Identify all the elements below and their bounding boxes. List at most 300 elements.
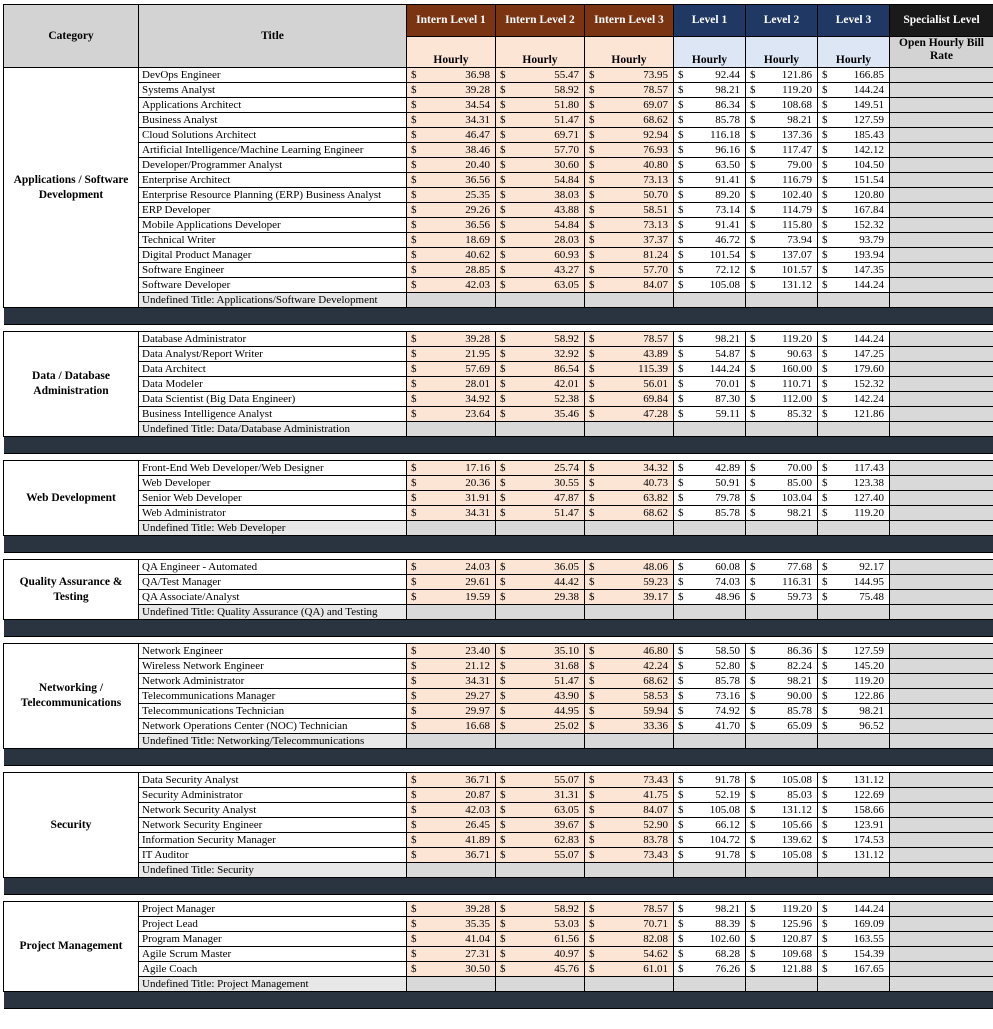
table-row [4, 113, 993, 128]
currency-symbol: $ [822, 773, 828, 787]
rate-cell [496, 98, 585, 113]
table-row [4, 773, 993, 788]
empty-rate-cell [818, 521, 890, 536]
rate-cell [746, 68, 818, 83]
currency-symbol: $ [411, 719, 417, 733]
rate-cell [674, 263, 746, 278]
currency-symbol: $ [589, 803, 595, 817]
currency-symbol: $ [822, 347, 828, 361]
rate-value: 89.20 [715, 188, 740, 202]
specialist-rate-cell [890, 659, 993, 674]
title-cell: QA Engineer - Automated [139, 560, 407, 575]
currency-symbol: $ [750, 188, 756, 202]
rate-cell [585, 788, 674, 803]
currency-symbol: $ [411, 188, 417, 202]
category-cell: Applications / Software Development [4, 68, 139, 308]
rate-value: 59.23 [643, 575, 668, 589]
table-row [4, 392, 993, 407]
rate-cell [496, 218, 585, 233]
rate-value: 39.17 [643, 590, 668, 604]
section-separator-cell [4, 749, 993, 766]
specialist-rate-cell [890, 506, 993, 521]
currency-symbol: $ [750, 719, 756, 733]
rate-value: 74.92 [715, 704, 740, 718]
rate-value: 81.24 [643, 248, 668, 262]
currency-symbol: $ [589, 719, 595, 733]
category-cell: Networking / Telecommunications [4, 644, 139, 749]
rate-cell [746, 203, 818, 218]
currency-symbol: $ [678, 788, 684, 802]
rate-value: 43.88 [554, 203, 579, 217]
rate-cell [585, 263, 674, 278]
currency-symbol: $ [411, 788, 417, 802]
currency-symbol: $ [678, 347, 684, 361]
rate-value: 147.25 [854, 347, 884, 361]
currency-symbol: $ [500, 128, 506, 142]
rate-value: 123.91 [854, 818, 884, 832]
table-row [4, 818, 993, 833]
rate-value: 154.39 [854, 947, 884, 961]
rate-value: 98.21 [787, 113, 812, 127]
specialist-rate-cell [890, 476, 993, 491]
table-row [4, 83, 993, 98]
currency-symbol: $ [500, 263, 506, 277]
rate-cell [818, 218, 890, 233]
rate-cell [674, 818, 746, 833]
specialist-rate-cell [890, 947, 993, 962]
currency-symbol: $ [500, 848, 506, 862]
rate-value: 57.69 [465, 362, 490, 376]
rate-cell [407, 491, 496, 506]
rate-cell [585, 233, 674, 248]
currency-symbol: $ [750, 392, 756, 406]
undefined-title-cell: Undefined Title: Applications/Software Development [139, 293, 407, 308]
rate-value: 53.03 [554, 917, 579, 931]
rate-value: 52.80 [715, 659, 740, 673]
rate-value: 73.13 [643, 218, 668, 232]
rate-cell [674, 476, 746, 491]
rate-cell [674, 218, 746, 233]
rate-value: 119.20 [782, 332, 812, 346]
rate-value: 29.38 [554, 590, 579, 604]
rate-value: 39.28 [465, 902, 490, 916]
rate-value: 72.12 [715, 263, 740, 277]
rate-value: 92.17 [859, 560, 884, 574]
rate-value: 116.18 [710, 128, 740, 142]
currency-symbol: $ [822, 332, 828, 346]
specialist-rate-cell [890, 932, 993, 947]
section-gap-cell [4, 895, 993, 902]
currency-symbol: $ [750, 377, 756, 391]
rate-cell [746, 392, 818, 407]
undefined-title-row [4, 422, 993, 437]
rate-cell [496, 188, 585, 203]
specialist-rate-cell [890, 644, 993, 659]
empty-rate-cell [746, 734, 818, 749]
rate-value: 59.94 [643, 704, 668, 718]
rate-value: 69.71 [554, 128, 579, 142]
table-row [4, 362, 993, 377]
rate-value: 127.59 [854, 644, 884, 658]
rate-value: 48.06 [643, 560, 668, 574]
currency-symbol: $ [750, 143, 756, 157]
rate-cell [818, 233, 890, 248]
rate-value: 86.54 [554, 362, 579, 376]
currency-symbol: $ [500, 332, 506, 346]
rate-value: 119.20 [854, 506, 884, 520]
rate-value: 37.37 [643, 233, 668, 247]
currency-symbol: $ [822, 902, 828, 916]
table-row [4, 347, 993, 362]
level-3-header: Level 3 [818, 5, 890, 37]
rate-value: 82.24 [787, 659, 812, 673]
currency-symbol: $ [500, 506, 506, 520]
rate-cell [674, 902, 746, 917]
rate-cell [496, 833, 585, 848]
rate-value: 167.65 [854, 962, 884, 976]
rate-cell [746, 83, 818, 98]
specialist-rate-cell [890, 362, 993, 377]
rate-cell [818, 506, 890, 521]
currency-symbol: $ [822, 575, 828, 589]
rate-cell [407, 98, 496, 113]
section-separator-cell [4, 437, 993, 454]
currency-symbol: $ [411, 407, 417, 421]
currency-symbol: $ [678, 917, 684, 931]
rate-cell [407, 674, 496, 689]
rate-value: 35.35 [465, 917, 490, 931]
currency-symbol: $ [411, 83, 417, 97]
specialist-rate-cell [890, 347, 993, 362]
rate-value: 31.31 [554, 788, 579, 802]
specialist-rate-cell [890, 248, 993, 263]
currency-symbol: $ [411, 278, 417, 292]
title-cell: Project Manager [139, 902, 407, 917]
title-cell: Enterprise Resource Planning (ERP) Business Analyst [139, 188, 407, 203]
rate-cell [407, 332, 496, 347]
currency-symbol: $ [589, 506, 595, 520]
rate-value: 23.64 [465, 407, 490, 421]
currency-symbol: $ [750, 476, 756, 490]
specialist-rate-cell [890, 158, 993, 173]
rate-cell [818, 347, 890, 362]
currency-symbol: $ [500, 233, 506, 247]
currency-symbol: $ [589, 674, 595, 688]
rate-value: 96.52 [859, 719, 884, 733]
currency-symbol: $ [411, 848, 417, 862]
currency-symbol: $ [589, 332, 595, 346]
currency-symbol: $ [750, 773, 756, 787]
empty-rate-cell [496, 293, 585, 308]
currency-symbol: $ [411, 143, 417, 157]
section-separator [4, 992, 993, 1009]
rate-cell [407, 377, 496, 392]
rate-value: 23.40 [465, 644, 490, 658]
section-gap [4, 895, 993, 902]
currency-symbol: $ [750, 659, 756, 673]
currency-symbol: $ [678, 575, 684, 589]
rate-value: 179.60 [854, 362, 884, 376]
specialist-rate-cell [890, 278, 993, 293]
rate-cell [496, 347, 585, 362]
rate-value: 39.67 [554, 818, 579, 832]
rate-value: 121.86 [782, 68, 812, 82]
rate-value: 41.70 [715, 719, 740, 733]
currency-symbol: $ [750, 203, 756, 217]
currency-symbol: $ [411, 98, 417, 112]
rate-value: 116.79 [782, 173, 812, 187]
rate-cell [818, 407, 890, 422]
hourly-subheader: Hourly [746, 36, 818, 68]
rate-value: 31.91 [465, 491, 490, 505]
table-row [4, 407, 993, 422]
rate-cell [674, 575, 746, 590]
rate-cell [746, 278, 818, 293]
currency-symbol: $ [411, 377, 417, 391]
rate-cell [585, 461, 674, 476]
rate-cell [585, 128, 674, 143]
currency-symbol: $ [750, 575, 756, 589]
empty-rate-cell [585, 977, 674, 992]
rate-cell [496, 263, 585, 278]
hourly-subheader: Hourly [818, 36, 890, 68]
currency-symbol: $ [411, 491, 417, 505]
currency-symbol: $ [589, 491, 595, 505]
rate-value: 193.94 [854, 248, 884, 262]
rate-value: 108.68 [782, 98, 812, 112]
section-gap-cell [4, 454, 993, 461]
table-row [4, 932, 993, 947]
empty-rate-cell [407, 605, 496, 620]
empty-rate-cell [746, 521, 818, 536]
hourly-subheader: Hourly [585, 36, 674, 68]
rate-cell [585, 218, 674, 233]
specialist-rate-cell [890, 113, 993, 128]
rate-value: 85.78 [715, 674, 740, 688]
rate-cell [818, 947, 890, 962]
rate-value: 73.16 [715, 689, 740, 703]
rate-value: 63.82 [643, 491, 668, 505]
rate-cell [818, 332, 890, 347]
rate-cell [407, 158, 496, 173]
currency-symbol: $ [500, 719, 506, 733]
undefined-title-row [4, 863, 993, 878]
table-row [4, 203, 993, 218]
rate-cell [674, 704, 746, 719]
rate-value: 30.55 [554, 476, 579, 490]
rate-cell [746, 719, 818, 734]
rate-value: 92.94 [643, 128, 668, 142]
rate-cell [674, 278, 746, 293]
rate-value: 105.08 [782, 773, 812, 787]
hourly-subheader: Hourly [496, 36, 585, 68]
currency-symbol: $ [411, 506, 417, 520]
currency-symbol: $ [500, 947, 506, 961]
currency-symbol: $ [411, 248, 417, 262]
rate-cell [746, 173, 818, 188]
rate-value: 79.78 [715, 491, 740, 505]
rate-value: 149.51 [854, 98, 884, 112]
title-cell: Software Developer [139, 278, 407, 293]
rate-value: 29.97 [465, 704, 490, 718]
currency-symbol: $ [678, 704, 684, 718]
rate-value: 40.73 [643, 476, 668, 490]
currency-symbol: $ [822, 143, 828, 157]
rate-cell [407, 773, 496, 788]
rate-value: 144.24 [854, 332, 884, 346]
title-cell: Data Analyst/Report Writer [139, 347, 407, 362]
category-cell: Web Development [4, 461, 139, 536]
rate-cell [818, 98, 890, 113]
rate-cell [746, 347, 818, 362]
specialist-rate-cell [890, 704, 993, 719]
undefined-title-row [4, 977, 993, 992]
currency-symbol: $ [411, 128, 417, 142]
rate-cell [496, 917, 585, 932]
currency-symbol: $ [411, 347, 417, 361]
rate-cell [746, 833, 818, 848]
rate-value: 34.31 [465, 674, 490, 688]
rate-cell [585, 590, 674, 605]
currency-symbol: $ [411, 218, 417, 232]
currency-symbol: $ [500, 98, 506, 112]
rate-cell [746, 560, 818, 575]
table-row [4, 476, 993, 491]
rate-value: 41.04 [465, 932, 490, 946]
currency-symbol: $ [750, 917, 756, 931]
section-gap-cell [4, 553, 993, 560]
rate-cell [496, 659, 585, 674]
title-cell: Business Intelligence Analyst [139, 407, 407, 422]
table-row [4, 188, 993, 203]
rate-value: 98.21 [715, 83, 740, 97]
rate-cell [407, 788, 496, 803]
table-row [4, 143, 993, 158]
section-gap-cell [4, 325, 993, 332]
rate-value: 52.38 [554, 392, 579, 406]
currency-symbol: $ [750, 788, 756, 802]
empty-rate-cell [674, 521, 746, 536]
rate-cell [746, 113, 818, 128]
currency-symbol: $ [822, 506, 828, 520]
table-row [4, 590, 993, 605]
rate-cell [407, 203, 496, 218]
rate-cell [585, 704, 674, 719]
rate-cell [818, 962, 890, 977]
currency-symbol: $ [822, 947, 828, 961]
rate-cell [496, 932, 585, 947]
currency-symbol: $ [678, 188, 684, 202]
rate-cell [746, 788, 818, 803]
currency-symbol: $ [589, 263, 595, 277]
currency-symbol: $ [411, 461, 417, 475]
intern-level-3-header: Intern Level 3 [585, 5, 674, 37]
rate-cell [746, 98, 818, 113]
currency-symbol: $ [822, 377, 828, 391]
rate-value: 26.45 [465, 818, 490, 832]
empty-rate-cell [890, 605, 993, 620]
rate-cell [496, 461, 585, 476]
empty-rate-cell [496, 734, 585, 749]
hourly-subheader: Hourly [674, 36, 746, 68]
rate-value: 36.71 [465, 773, 490, 787]
table-row [4, 278, 993, 293]
rate-value: 110.71 [782, 377, 812, 391]
rate-cell [407, 917, 496, 932]
rate-value: 105.08 [710, 803, 740, 817]
rate-cell [585, 248, 674, 263]
rate-value: 36.05 [554, 560, 579, 574]
rate-value: 101.57 [782, 263, 812, 277]
currency-symbol: $ [500, 917, 506, 931]
undefined-title-row [4, 734, 993, 749]
rate-value: 69.84 [643, 392, 668, 406]
currency-symbol: $ [678, 932, 684, 946]
rate-cell [585, 392, 674, 407]
rate-value: 43.27 [554, 263, 579, 277]
rate-cell [818, 590, 890, 605]
currency-symbol: $ [589, 128, 595, 142]
empty-rate-cell [890, 734, 993, 749]
category-cell: Project Management [4, 902, 139, 992]
rate-cell [585, 407, 674, 422]
rate-cell [746, 917, 818, 932]
currency-symbol: $ [589, 644, 595, 658]
undefined-title-row [4, 293, 993, 308]
currency-symbol: $ [822, 644, 828, 658]
empty-rate-cell [746, 863, 818, 878]
rate-value: 40.80 [643, 158, 668, 172]
rate-cell [818, 659, 890, 674]
rate-value: 29.61 [465, 575, 490, 589]
rate-cell [674, 917, 746, 932]
rate-cell [818, 143, 890, 158]
rate-value: 98.21 [715, 332, 740, 346]
rate-cell [674, 644, 746, 659]
rate-value: 122.86 [854, 689, 884, 703]
specialist-rate-cell [890, 128, 993, 143]
rate-value: 54.84 [554, 173, 579, 187]
currency-symbol: $ [500, 143, 506, 157]
rate-cell [674, 248, 746, 263]
currency-symbol: $ [411, 392, 417, 406]
rate-cell [585, 278, 674, 293]
currency-symbol: $ [411, 773, 417, 787]
currency-symbol: $ [589, 248, 595, 262]
rate-cell [818, 491, 890, 506]
currency-symbol: $ [500, 248, 506, 262]
currency-symbol: $ [500, 377, 506, 391]
empty-rate-cell [674, 293, 746, 308]
rate-value: 70.01 [715, 377, 740, 391]
rate-cell [496, 233, 585, 248]
rate-value: 58.92 [554, 332, 579, 346]
currency-symbol: $ [750, 644, 756, 658]
rate-cell [674, 113, 746, 128]
rate-cell [496, 644, 585, 659]
title-cell: Telecommunications Manager [139, 689, 407, 704]
table-row [4, 788, 993, 803]
currency-symbol: $ [411, 932, 417, 946]
rate-cell [407, 362, 496, 377]
currency-symbol: $ [678, 833, 684, 847]
rate-value: 40.62 [465, 248, 490, 262]
currency-symbol: $ [589, 848, 595, 862]
table-row [4, 917, 993, 932]
rate-value: 117.47 [782, 143, 812, 157]
rate-value: 115.39 [638, 362, 668, 376]
rate-value: 21.12 [465, 659, 490, 673]
